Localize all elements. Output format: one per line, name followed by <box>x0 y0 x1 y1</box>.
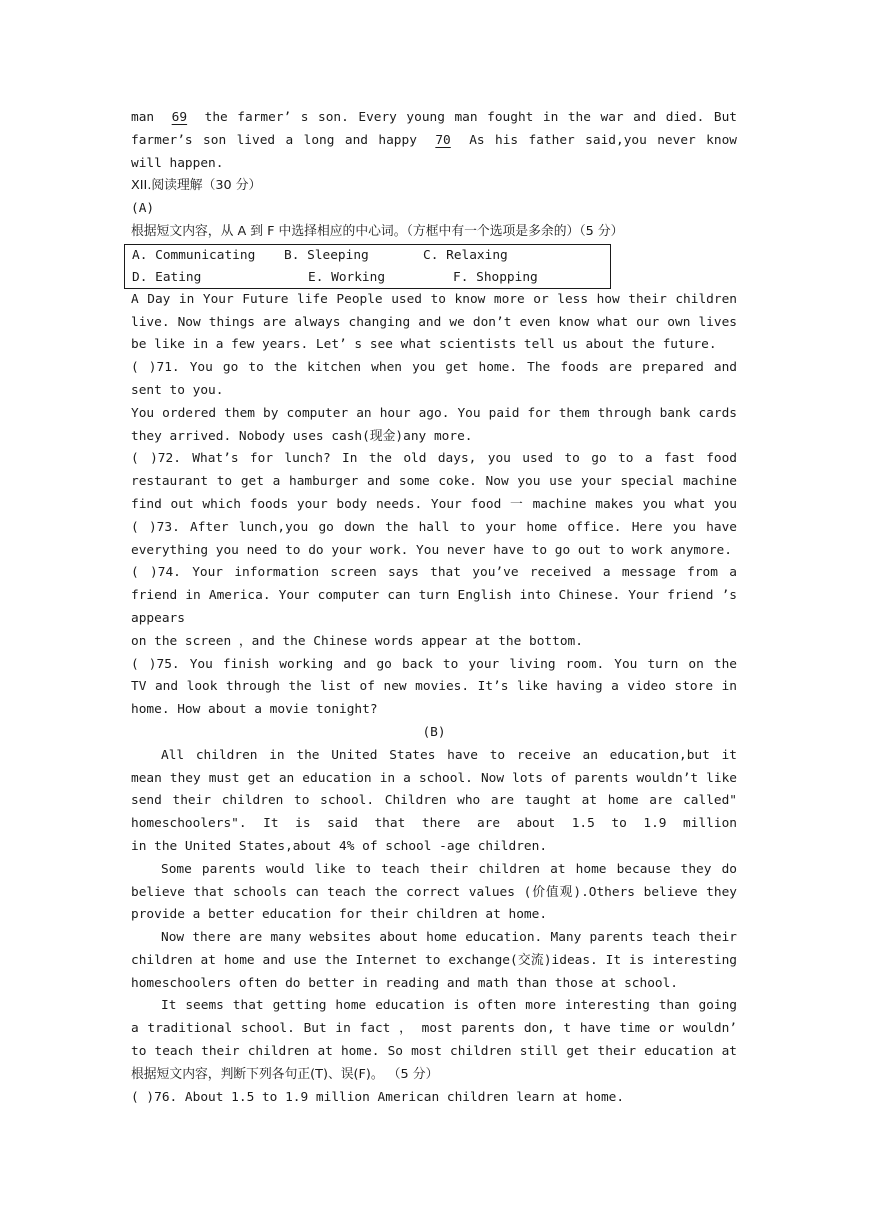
text: As his father said,you never know <box>469 132 737 148</box>
text-line: be like in a few years. Let’ s see what scientists tell us about the future. <box>131 337 717 353</box>
text: farmer’s son lived a long and happy <box>131 132 417 148</box>
instruction-b: 根据短文内容，判断下列各句正(T)、误(F)。 （5 分） <box>131 1066 439 1082</box>
text-line: Now there are many websites about home education. Many parents teach their <box>161 930 737 946</box>
text-line: on the screen ，and the Chinese words appear at the bottom. <box>131 633 583 649</box>
question-73: ( )73. After lunch,you go down the hall to your home office. Here you have <box>131 519 737 535</box>
question-75: ( )75. You finish working and go back to your living room. You turn on the <box>131 656 737 672</box>
part-b-heading: (B) <box>422 724 446 740</box>
question-76: ( )76. About 1.5 to 1.9 million American children learn at home. <box>131 1089 625 1105</box>
text-line: children at home and use the Internet to exchange(交流)ideas. It is interesting <box>131 952 737 968</box>
text-line: homeschoolers often do better in reading and math than those at school. <box>131 975 679 991</box>
text-line: Some parents would like to teach their children at home because they do <box>161 861 737 877</box>
text-line: All children in the United States have to receive an education,but it <box>161 747 737 763</box>
option-b: B. Sleeping <box>284 247 369 263</box>
options-row-1 <box>132 245 610 268</box>
section-title: XII.阅读理解（30 分） <box>131 178 262 194</box>
text-line: sent to you. <box>131 382 224 398</box>
text-line: find out which foods your body needs. Your food 一 machine makes you what you <box>131 496 737 512</box>
option-f: F. Shopping <box>453 270 538 286</box>
blank-70: 70 <box>435 132 451 148</box>
text-line: provide a better education for their children at home. <box>131 907 548 923</box>
text-line: they arrived. Nobody uses cash(现金)any more. <box>131 428 473 444</box>
text-line: restaurant to get a hamburger and some coke. Now you use your special machine <box>131 474 737 490</box>
text-line: TV and look through the list of new movies. It’s like having a video store in <box>131 679 737 695</box>
text-line: appears <box>131 610 185 626</box>
question-71: ( )71. You go to the kitchen when you get home. The foods are prepared and <box>131 360 737 376</box>
text-line: homeschoolers". It is said that there are about 1.5 to 1.9 million <box>131 816 737 832</box>
text-line: believe that schools can teach the correct values (价值观).Others believe they <box>131 884 737 900</box>
instruction-a: 根据短文内容，从 A 到 F 中选择相应的中心词。（方框中有一个选项是多余的）（5 分） <box>131 223 624 239</box>
cloze-line-2 <box>131 130 737 153</box>
text-line: mean they must get an education in a school. Now lots of parents wouldn’t like <box>131 770 737 786</box>
part-a-label: (A) <box>131 201 155 217</box>
text-line: home. How about a movie tonight? <box>131 702 378 718</box>
text-line: It seems that getting home education is often more interesting than going <box>161 998 737 1014</box>
option-d: D. Eating <box>132 270 202 286</box>
cloze-line-1 <box>131 107 737 130</box>
options-row-2 <box>132 267 610 290</box>
options-box <box>124 244 611 289</box>
text-line: live. Now things are always changing and we don’t even know what our own lives <box>131 314 737 330</box>
cloze-line-3: will happen. <box>131 155 224 171</box>
blank-69: 69 <box>171 110 188 125</box>
text: the farmer’ s son. Every young man fought in the war and died. But <box>204 110 737 125</box>
option-a: A. Communicating <box>132 247 256 263</box>
text-line: everything you need to do your work. You never have to go out to work anymore. <box>131 542 732 558</box>
question-72: ( )72. What’s for lunch? In the old days, you used to go to a fast food <box>131 451 737 467</box>
text-line: to teach their children at home. So most children still get their education at <box>131 1044 737 1060</box>
text-line: a traditional school. But in fact ， most parents don, t have time or wouldn’ <box>131 1021 737 1037</box>
text-line: You ordered them by computer an hour ago. You paid for them through bank cards <box>131 405 737 421</box>
option-c: C. Relaxing <box>423 247 508 263</box>
question-74: ( )74. Your information screen says that you’ve received a message from a <box>131 565 737 581</box>
text-line: send their children to school. Children who are taught at home are called" <box>131 793 737 809</box>
text-line: in the United States,about 4% of school -age children. <box>131 838 548 854</box>
option-e: E. Working <box>308 270 386 286</box>
text-line: A Day in Your Future life People used to know more or less how their children <box>131 291 737 307</box>
text-line: friend in America. Your computer can turn English into Chinese. Your friend ’s <box>131 588 737 604</box>
exam-page <box>131 107 737 1109</box>
text: man <box>131 110 155 125</box>
